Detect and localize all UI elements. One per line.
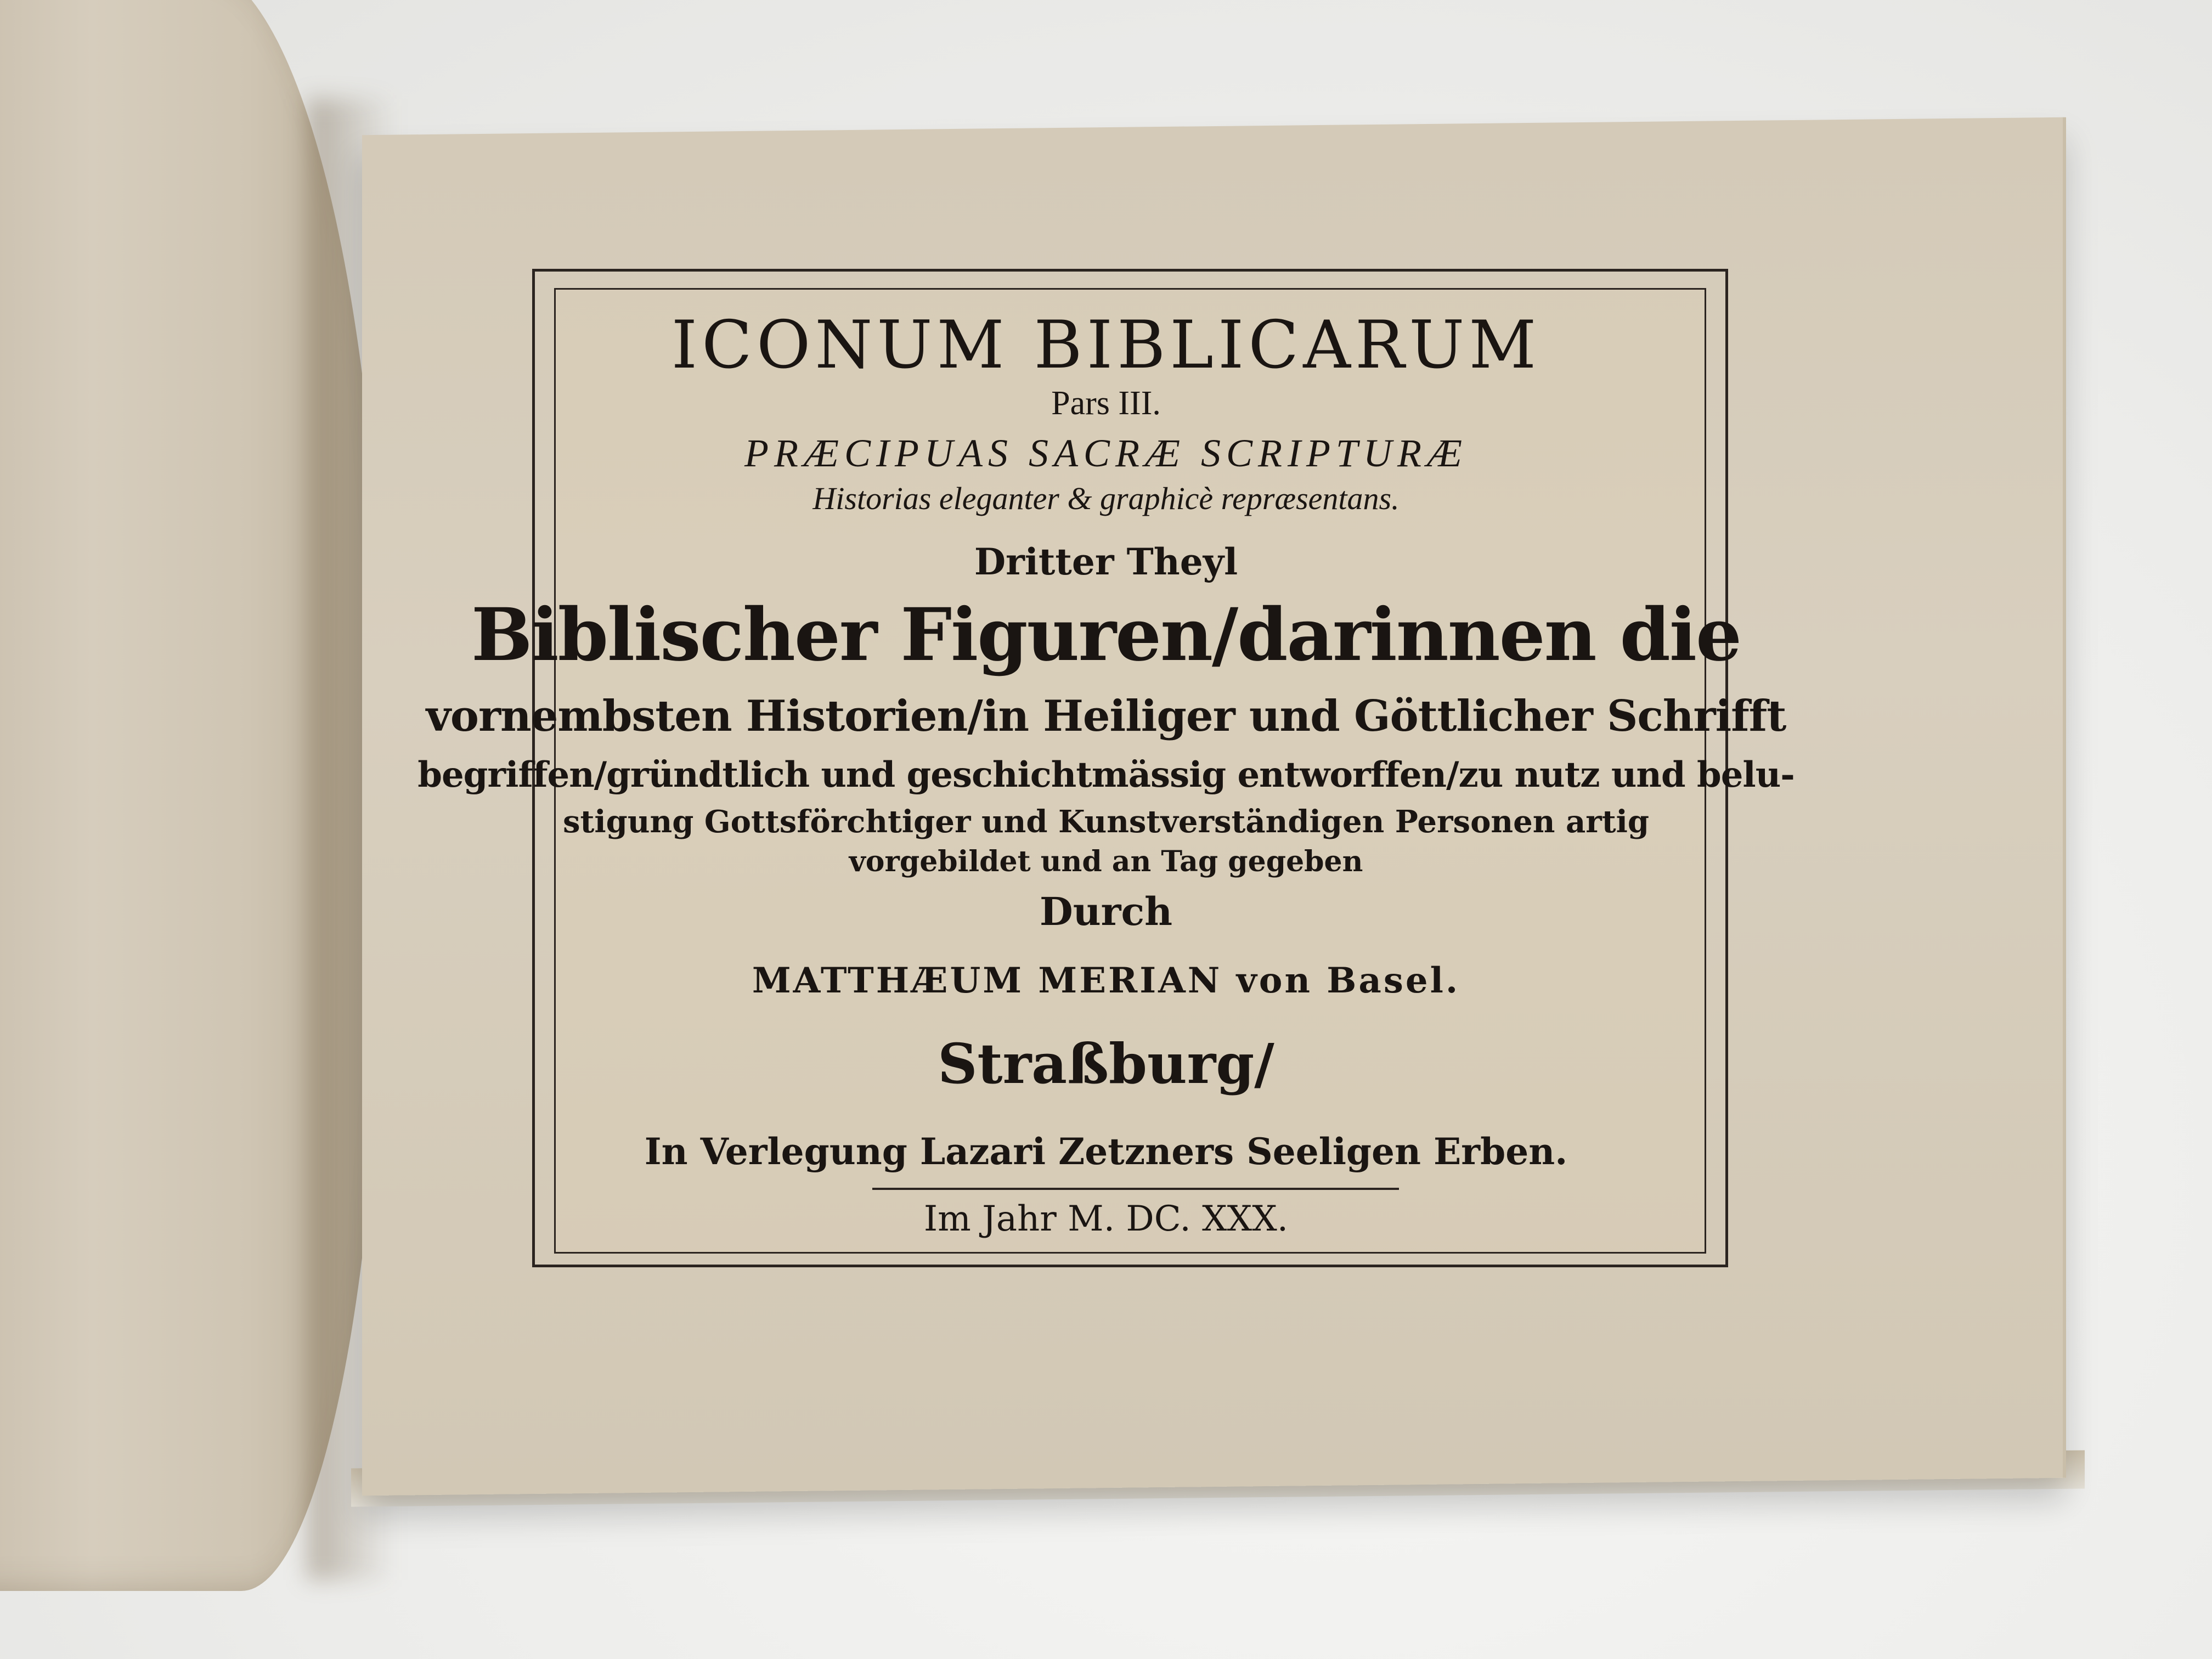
title-latin-1: PRÆCIPUAS SACRÆ SCRIPTURÆ (744, 431, 1468, 475)
title-german-line-5: vorgebildet und an Tag gegeben (849, 845, 1363, 878)
title-german-line-3: begriffen/gründtlich und geschichtmässig entworffen/zu nutz und belu- (417, 754, 1795, 795)
title-year: Im Jahr M. DC. XXX. (923, 1199, 1289, 1239)
title-city: Straßburg/ (938, 1031, 1274, 1096)
title-main: ICONUM BIBLICARUM (671, 307, 1541, 383)
title-german-line-4: stigung Gottsförchtiger und Kunstverständigen Personen artig (562, 804, 1650, 840)
title-latin-2: Historias eleganter & graphicè repræsentans. (812, 481, 1400, 516)
title-german-part: Dritter Theyl (974, 540, 1238, 583)
title-author: MATTHÆUM MERIAN von Basel. (752, 960, 1460, 1001)
title-publisher: In Verlegung Lazari Zetzners Seeligen Erben. (644, 1130, 1568, 1173)
title-rule (872, 1188, 1399, 1190)
title-german-line-2: vornembsten Historien/in Heiliger und Göttlicher Schrifft (426, 691, 1786, 741)
title-german-main: Biblischer Figuren/darinnen die (471, 592, 1741, 678)
title-part: Pars III. (1051, 385, 1161, 422)
title-by: Durch (1040, 889, 1172, 934)
